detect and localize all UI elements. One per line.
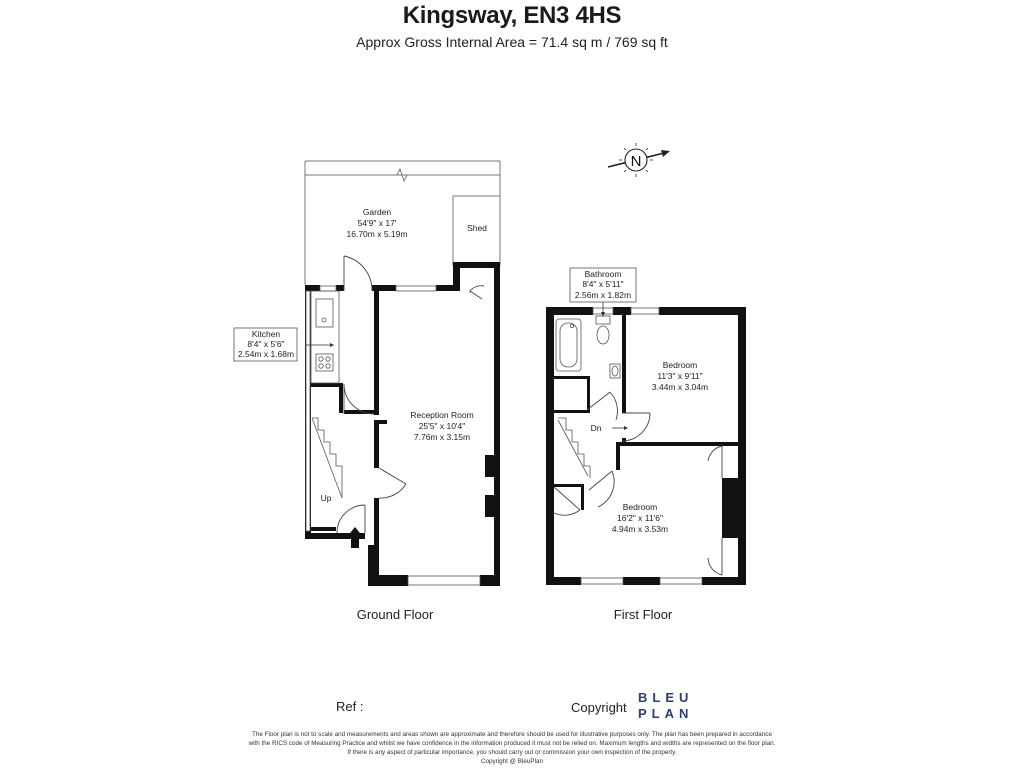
disclaimer: [0, 730, 1024, 766]
plan-title: Kingsway, EN3 4HS: [402, 2, 622, 29]
shed-name: Shed: [467, 223, 487, 233]
disclaimer-line-3: If there is any aspect of particular importance, you should carry out or commission your own inspection of the property.: [347, 749, 677, 756]
kitchen-metric: 2.54m x 1.68m: [237, 349, 295, 359]
kitchen-imperial: 8'4" x 5'6": [247, 339, 285, 349]
kitchen-name: Kitchen: [251, 329, 281, 339]
brand-line-2: PLAN: [638, 706, 694, 721]
bathroom-name: Bathroom: [584, 269, 622, 279]
gross-area-subtitle: Approx Gross Internal Area = 71.4 sq m / 769 sq ft: [356, 34, 668, 50]
reception-name: Reception Room: [410, 410, 474, 420]
copyright-label: Copyright: [571, 700, 627, 715]
entrance-arrow-icon: [346, 527, 364, 548]
reception-metric: 7.76m x 3.15m: [413, 432, 471, 442]
bedroom-rear-name: Bedroom: [662, 360, 698, 370]
bathroom-metric: 2.56m x 1.82m: [574, 290, 632, 300]
disclaimer-line-1: The Floor plan is not to scale and measurements and areas shown are approximate and therefore should be used for illustrative purposes only. The plan has been prepared in accordance: [252, 731, 772, 738]
reception-imperial: 25'5" x 10'4": [418, 421, 466, 431]
north-compass-icon: [608, 143, 670, 177]
first-stairs-down-label: Dn: [590, 423, 602, 433]
compass-n-label: N: [630, 153, 642, 170]
first-floor-label: First Floor: [613, 607, 673, 622]
bedroom-rear-metric: 3.44m x 3.04m: [651, 382, 709, 392]
first-floor-plan: [546, 300, 746, 585]
bathroom-imperial: 8'4" x 5'11": [582, 279, 624, 289]
garden-name: Garden: [362, 207, 392, 217]
ground-stairs-up-label: Up: [320, 493, 332, 503]
disclaimer-line-2: with the RICS code of Measuring Practice and whilst we have confidence in the information produced it must not be relied on. Maximum lengths and widths are represented on the floor plan.: [248, 740, 776, 747]
garden-metric: 16.70m x 5.19m: [346, 229, 408, 239]
ground-floor-label: Ground Floor: [356, 607, 434, 622]
bedroom-front-name: Bedroom: [622, 502, 658, 512]
disclaimer-line-4: Copyright @ BleuPlan: [480, 758, 544, 765]
bedroom-front-metric: 4.94m x 3.53m: [611, 524, 669, 534]
ref-label: Ref :: [336, 699, 364, 714]
brand-line-1: BLEU: [638, 690, 694, 705]
garden-imperial: 54'9" x 17': [357, 218, 397, 228]
bedroom-rear-imperial: 11'3" x 9'11": [657, 371, 703, 381]
bedroom-front-imperial: 16'2" x 11'6": [617, 513, 663, 523]
bleuplan-logo: [638, 690, 693, 722]
